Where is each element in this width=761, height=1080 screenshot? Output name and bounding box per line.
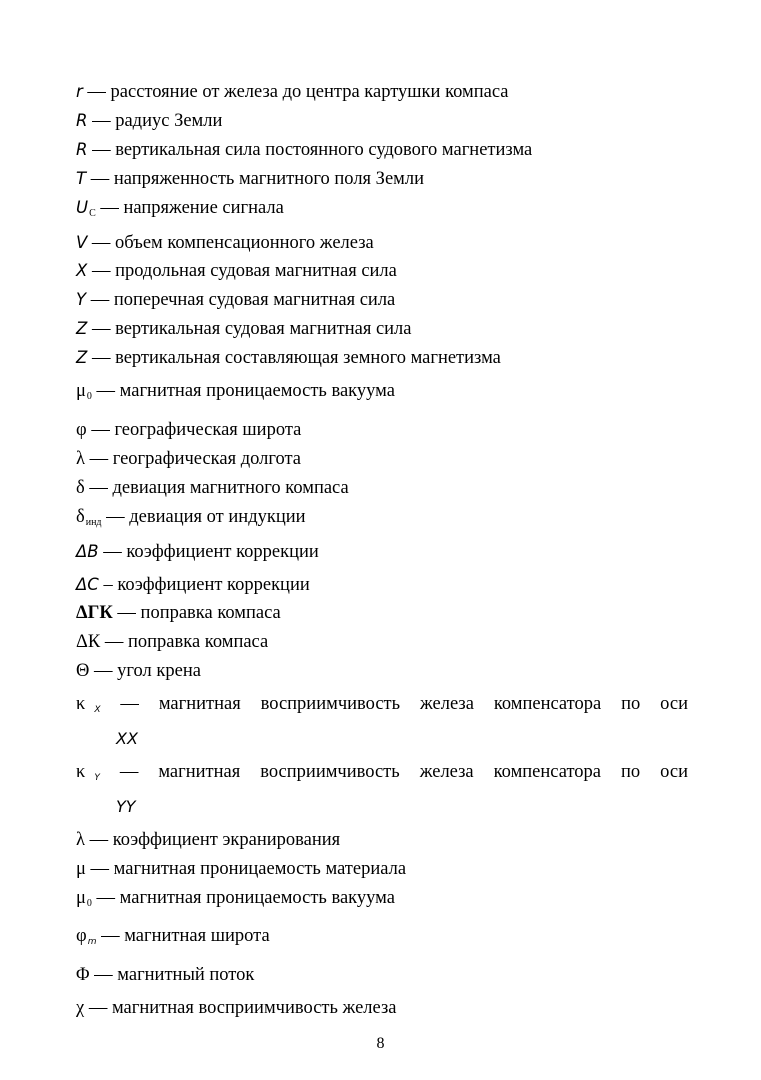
glossary-symbol: Θ	[76, 661, 90, 682]
glossary-entry	[76, 826, 688, 855]
glossary-entry	[76, 416, 688, 445]
glossary-symbol: μ	[76, 381, 86, 402]
glossary-definition: — географическая долгота	[89, 448, 302, 469]
glossary-definition: — магнитная проницаемость материала	[90, 858, 407, 879]
glossary-symbol: χ	[76, 998, 85, 1019]
glossary-definition: — магнитная восприимчивость железа компенсатора по оси	[119, 761, 688, 782]
glossary-definition: — магнитная проницаемость вакуума	[96, 381, 395, 402]
glossary-symbol: δ	[76, 477, 85, 498]
glossary-subscript: m	[87, 937, 97, 948]
glossary-entry	[76, 377, 688, 412]
glossary-entry	[76, 107, 688, 136]
glossary-definition: — магнитная восприимчивость железа компенсатора по оси	[120, 694, 689, 715]
glossary-symbol: λ	[76, 448, 85, 469]
glossary-definition: — продольная судовая магнитная сила	[91, 261, 397, 282]
glossary-continuation: XX	[116, 729, 138, 749]
glossary-definition: — коэффициент коррекции	[103, 541, 319, 562]
glossary-subscript: 0	[86, 897, 92, 909]
glossary-definition: — поправка компаса	[104, 632, 269, 653]
glossary-symbol: Y	[76, 290, 87, 310]
glossary-symbol: V	[76, 232, 88, 252]
glossary-definition: — напряженность магнитного поля Земли	[90, 168, 424, 189]
glossary-definition: — вертикальная судовая магнитная сила	[91, 319, 412, 340]
glossary-definition: – коэффициент коррекции	[103, 574, 310, 595]
glossary-definition: — радиус Земли	[92, 110, 223, 131]
glossary-entry	[76, 286, 688, 315]
page-number: 8	[376, 1035, 385, 1052]
glossary-symbol: κ	[76, 761, 86, 782]
glossary-subscript: 0	[86, 391, 92, 403]
glossary-entry	[76, 165, 688, 194]
glossary-entry	[76, 344, 688, 373]
glossary-symbol: ΔГК	[76, 603, 113, 624]
glossary-definition: — расстояние от железа до центра картушки компаса	[87, 82, 509, 102]
glossary-entry	[76, 599, 688, 628]
glossary-entry	[76, 657, 688, 686]
glossary-symbol: μ	[76, 887, 86, 908]
glossary-symbol: δ	[76, 506, 85, 527]
glossary-definition: — вертикальная составляющая земного магнетизма	[91, 348, 501, 369]
glossary-definition: — магнитный поток	[94, 965, 255, 986]
glossary-entry	[76, 690, 688, 754]
glossary-symbol: R	[76, 110, 88, 130]
glossary-symbol: φ	[76, 419, 87, 440]
glossary-definition: — напряжение сигнала	[100, 197, 284, 218]
glossary-symbol: R	[76, 139, 88, 159]
glossary-entry	[76, 229, 688, 258]
glossary-definition: — объем компенсационного железа	[91, 232, 374, 253]
glossary-subscript: инд	[85, 516, 102, 528]
symbol-glossary	[76, 78, 688, 1023]
glossary-entry	[76, 538, 688, 567]
glossary-entry	[76, 474, 688, 503]
glossary-entry	[76, 136, 688, 165]
glossary-symbol: Z	[76, 348, 88, 368]
glossary-entry	[76, 884, 688, 919]
glossary-symbol: φ	[76, 926, 87, 947]
glossary-definition: — магнитная широта	[101, 926, 270, 947]
glossary-symbol: T	[76, 168, 87, 188]
glossary-definition: — девиация от индукции	[106, 506, 306, 527]
glossary-entry	[76, 571, 688, 600]
glossary-entry	[76, 994, 688, 1023]
glossary-entry	[76, 961, 688, 990]
glossary-definition: — вертикальная сила постоянного судового магнетизма	[92, 139, 533, 160]
glossary-entry	[76, 315, 688, 344]
glossary-symbol: Φ	[76, 965, 90, 986]
glossary-definition: — угол крена	[94, 661, 201, 682]
glossary-symbol: κ	[76, 694, 86, 715]
glossary-definition: — поправка компаса	[117, 603, 281, 624]
glossary-entry	[76, 758, 688, 822]
glossary-symbol: Z	[76, 319, 88, 339]
glossary-entry	[76, 194, 688, 229]
glossary-entry	[76, 78, 688, 107]
glossary-entry	[76, 855, 688, 884]
glossary-symbol: λ	[76, 829, 85, 850]
glossary-symbol: ΔК	[76, 632, 101, 653]
glossary-continuation: YY	[116, 796, 136, 816]
glossary-entry	[76, 445, 688, 474]
glossary-definition: — магнитная восприимчивость железа	[88, 998, 397, 1019]
glossary-definition: — магнитная проницаемость вакуума	[96, 887, 395, 908]
glossary-subscript: X	[94, 705, 101, 716]
glossary-symbol: μ	[76, 858, 86, 879]
glossary-definition: — коэффициент экранирования	[89, 829, 341, 850]
glossary-symbol: r	[76, 82, 83, 101]
glossary-subscript: C	[89, 207, 96, 219]
glossary-definition: — географическая широта	[91, 419, 302, 440]
glossary-symbol: ΔC	[76, 574, 99, 594]
glossary-definition: — поперечная судовая магнитная сила	[90, 290, 396, 311]
glossary-entry	[76, 922, 688, 957]
glossary-symbol: ΔB	[76, 541, 99, 561]
glossary-definition: — девиация магнитного компаса	[89, 477, 349, 498]
glossary-symbol: X	[76, 261, 88, 281]
glossary-symbol: U	[76, 197, 89, 217]
glossary-entry	[76, 257, 688, 286]
glossary-subscript: Y	[94, 772, 100, 783]
glossary-entry	[76, 503, 688, 538]
glossary-entry	[76, 628, 688, 657]
